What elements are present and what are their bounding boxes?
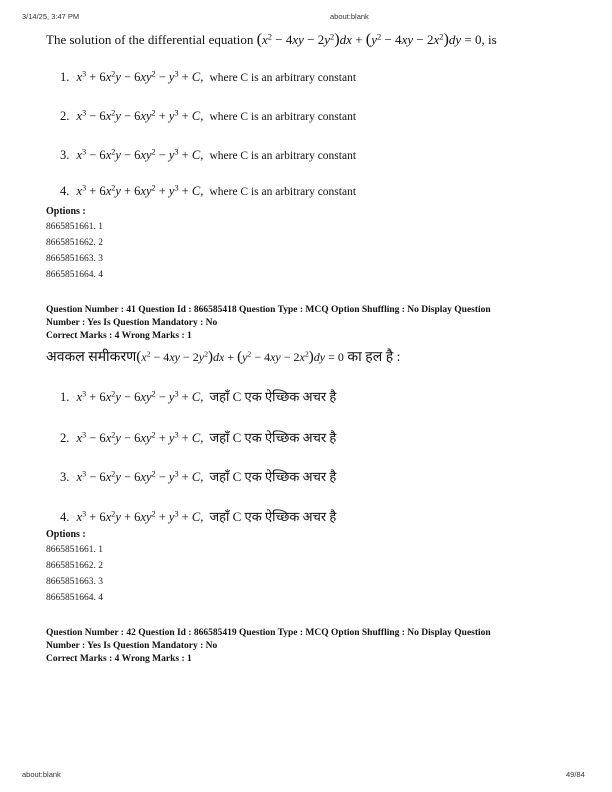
option-3 (60, 467, 336, 485)
option-3 (60, 148, 356, 163)
option-id: 8665851661. 1 (46, 222, 103, 232)
option-number: 2. (60, 431, 70, 445)
question-stem-text: The solution of the differential equation (46, 32, 254, 47)
option-id: 8665851661. 1 (46, 545, 103, 555)
option-description: जहाँ C एक ऐच्छिक अचर है (209, 469, 337, 484)
option-number: 4. (60, 184, 70, 198)
question-marks: Correct Marks : 4 Wrong Marks : 1 (46, 654, 192, 664)
option-expression: $x^3 - 6x^2y - 6xy^2 + y^3 + C$, (76, 108, 204, 123)
option-number: 3. (60, 148, 70, 162)
question-stem-equation: $(x^2 - 4xy - 2y^2)dx + (y^2 - 4xy - 2x^2)dy = 0$, is (256, 30, 497, 48)
option-expression: $x^3 - 6x^2y - 6xy^2 - y^3 + C$, (76, 469, 204, 484)
question-stem (46, 30, 497, 49)
question-stem-text: अवकल समीकरण (46, 350, 137, 365)
option-id: 8665851662. 2 (46, 238, 103, 248)
options-label: Options : (46, 529, 86, 540)
question-marks: Correct Marks : 4 Wrong Marks : 1 (46, 331, 192, 341)
page-number: 49/84 (566, 770, 585, 779)
option-2 (60, 428, 336, 446)
option-expression: $x^3 + 6x^2y + 6xy^2 + y^3 + C$, (76, 183, 204, 198)
question-stem-equation: $(x^2 - 4xy - 2y^2)dx + (y^2 - 4xy - 2x^2)dy = 0$ (136, 349, 344, 365)
option-description: where C is an arbitrary constant (209, 186, 357, 198)
question-meta-line: Question Number : 41 Question Id : 866585418 Question Type : MCQ Option Shuffling : No Display Question (46, 305, 491, 315)
option-expression: $x^3 + 6x^2y + 6xy^2 + y^3 + C$, (76, 509, 204, 524)
print-url: about:blank (330, 12, 369, 21)
question-meta-line: Number : Yes Is Question Mandatory : No (46, 641, 218, 651)
option-description: जहाँ C एक ऐच्छिक अचर है (209, 509, 337, 524)
question-meta-line: Question Number : 42 Question Id : 866585419 Question Type : MCQ Option Shuffling : No Display Question (46, 628, 491, 638)
options-label: Options : (46, 206, 86, 217)
question-meta (46, 304, 576, 343)
option-expression: $x^3 + 6x^2y - 6xy^2 - y^3 + C$, (76, 389, 204, 404)
option-4 (60, 507, 336, 525)
question-meta-line: Number : Yes Is Question Mandatory : No (46, 318, 218, 328)
print-datetime: 3/14/25, 3:47 PM (22, 12, 80, 21)
option-id: 8665851663. 3 (46, 577, 103, 587)
question-meta (46, 627, 576, 666)
option-description: where C is an arbitrary constant (209, 111, 357, 123)
option-expression: $x^3 - 6x^2y - 6xy^2 - y^3 + C$, (76, 147, 204, 162)
option-expression: $x^3 + 6x^2y - 6xy^2 - y^3 + C$, (76, 69, 204, 84)
option-1 (60, 70, 356, 85)
option-id: 8665851664. 4 (46, 270, 103, 280)
option-id: 8665851663. 3 (46, 254, 103, 264)
option-description: जहाँ C एक ऐच्छिक अचर है (209, 430, 337, 445)
option-4 (60, 184, 356, 199)
option-description: where C is an arbitrary constant (209, 150, 357, 162)
option-number: 1. (60, 390, 70, 404)
option-description: where C is an arbitrary constant (209, 72, 357, 84)
option-description: जहाँ C एक ऐच्छिक अचर है (209, 389, 337, 404)
option-id: 8665851664. 4 (46, 593, 103, 603)
option-1 (60, 387, 336, 405)
option-number: 1. (60, 70, 70, 84)
question-stem-hindi (46, 347, 401, 366)
option-number: 4. (60, 510, 70, 524)
option-id: 8665851662. 2 (46, 561, 103, 571)
option-number: 3. (60, 470, 70, 484)
option-number: 2. (60, 109, 70, 123)
option-2 (60, 109, 356, 124)
question-stem-suffix: का हल है : (347, 350, 401, 365)
footer-url: about:blank (22, 770, 61, 779)
option-expression: $x^3 - 6x^2y - 6xy^2 + y^3 + C$, (76, 430, 204, 445)
